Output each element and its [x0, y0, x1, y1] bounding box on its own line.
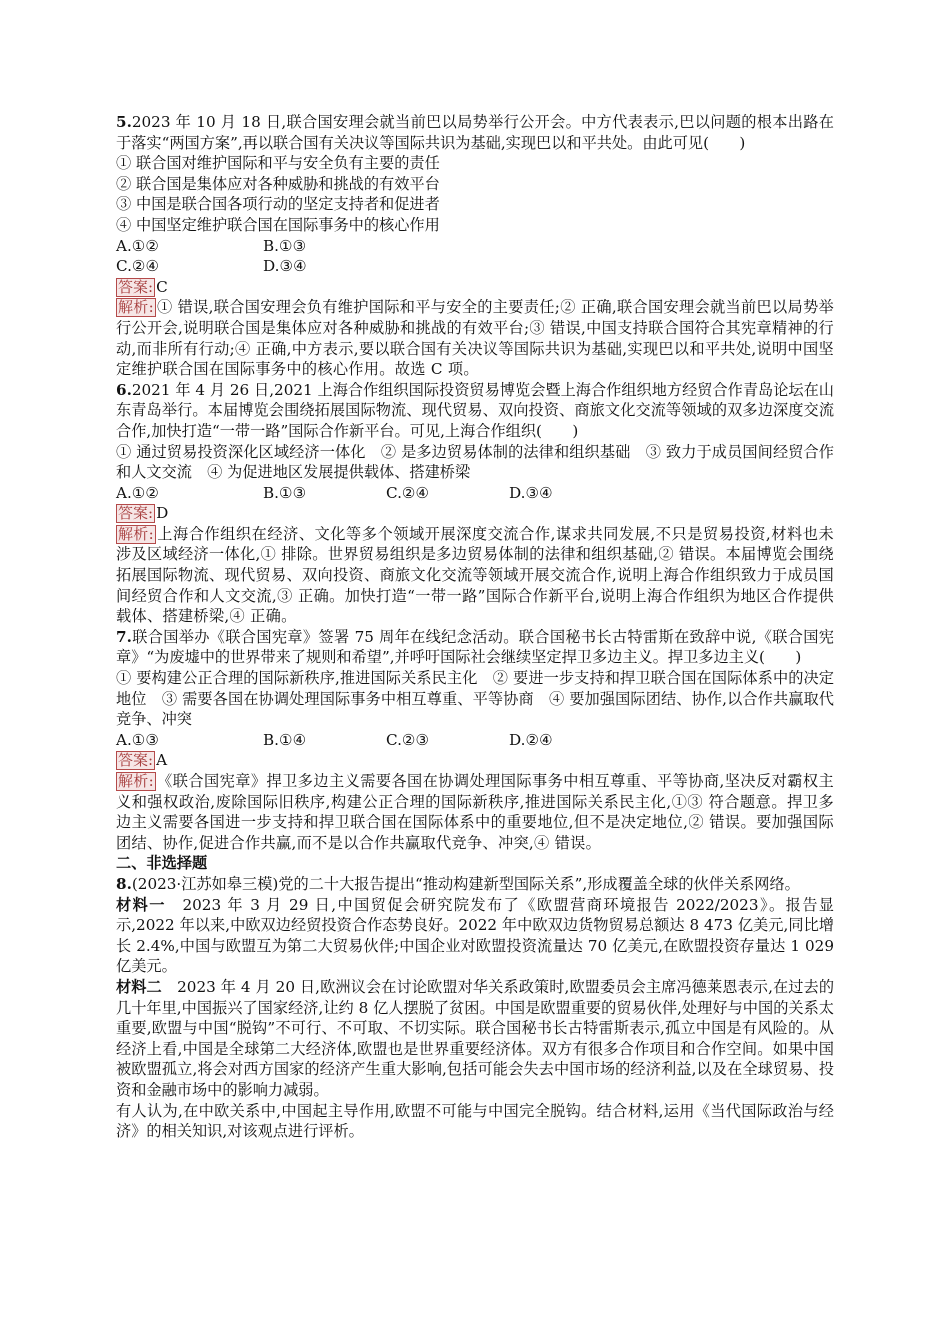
question-number: 5. — [116, 113, 132, 131]
explanation-tag: 解析: — [118, 298, 154, 317]
section-title: 二、非选择题 — [116, 854, 208, 873]
choice-d: D.③④ — [509, 483, 553, 502]
option-4: ④ 中国坚定维护联合国在国际事务中的核心作用 — [116, 215, 440, 234]
answer-line — [116, 503, 834, 524]
choice-c: C.②④ — [116, 257, 160, 276]
answer-line — [116, 750, 834, 771]
option-2: ② 联合国是集体应对各种威胁和挑战的有效平台 — [116, 174, 440, 193]
question-number: 7. — [116, 627, 132, 646]
material-1: 材料一 2023 年 3 月 29 日,中国贸促会研究院发布了《欧盟营商环境报告 2022/2023》。报告显示,2022 年以来,中欧双边经贸投资合作态势良好。2022 年中欧双边货物贸易总额达 8 473 亿美元,同比增长 2.4%,中国与欧盟互为第二大贸易伙伴;中国企业对欧盟投资流量达 70 亿美元,在欧盟投资存量达 1 029 亿美元。 — [116, 895, 834, 976]
option-3: ③ 中国是联合国各项行动的坚定支持者和促进者 — [116, 195, 440, 214]
choice-d: D.③④ — [263, 257, 307, 276]
choice-a: A.①② — [116, 483, 160, 502]
question-6-stem: 6.2021 年 4 月 26 日,2021 上海合作组织国际投资贸易博览会暨上海合作组织地方经贸合作青岛论坛在山东青岛举行。本届博览会围绕拓展国际物流、现代贸易、双向投资、商旅文化交流等领域的双多边深度交流合作,加快打造“一带一路”国际合作新平台。可见,上海合作组织( ) — [116, 380, 834, 440]
question-5-stem: 5.2023 年 10 月 18 日,联合国安理会就当前巴以局势举行公开会。中方代表表示,巴以问题的根本出路在于落实“两国方案”,再以联合国有关决议等国际共识为基础,实现巴以和平共处。由此可见( ) — [116, 113, 834, 152]
choice-row — [116, 730, 834, 751]
choice-a: A.①③ — [116, 730, 160, 749]
material-1-label: 材料一 — [116, 895, 166, 914]
page — [116, 112, 834, 1142]
material-2: 材料二 2023 年 4 月 20 日,欧洲议会在讨论欧盟对华关系政策时,欧盟委员会主席冯德莱恩表示,在过去的几十年里,中国振兴了国家经济,让约 8 亿人摆脱了贫困。中国是欧盟重要的贸易伙伴,处理好与中国的关系太重要,欧盟与中国“脱钩”不可行、不可取、不切实际。联合国秘书长古特雷斯表示,孤立中国是有风险的。从经济上看,中国是全球第二大经济体,欧盟也是世界重要经济体。双方有很多合作项目和合作空间。如果中国被欧盟孤立,将会对西方国家的经济产生重大影响,包括可能会失去中国市场的经济利益,以及在全球贸易、投资和金融市场中的影响力减弱。 — [116, 977, 835, 1099]
answer-value: C — [156, 277, 168, 296]
answer-tag: 答案: — [118, 504, 154, 523]
choice-row — [116, 236, 834, 257]
choice-row — [116, 256, 834, 277]
question-8-prompt: 有人认为,在中欧关系中,中国起主导作用,欧盟不可能与中国完全脱钩。结合材料,运用《当代国际政治与经济》的相关知识,对该观点进行评析。 — [116, 1101, 834, 1141]
question-number: 6. — [116, 380, 132, 399]
question-7-stem: 7.联合国举办《联合国宪章》签署 75 周年在线纪念活动。联合国秘书长古特雷斯在致辞中说,《联合国宪章》“为废墟中的世界带来了规则和希望”,并呼吁国际社会继续坚定捍卫多边主义。捍卫多边主义( ) — [116, 627, 834, 667]
answer-tag: 答案: — [118, 277, 154, 296]
explanation-tag: 解析: — [118, 524, 154, 543]
options-line: ① 要构建公正合理的国际新秩序,推进国际关系民主化 ② 要进一步支持和捍卫联合国在国际体系中的决定地位 ③ 需要各国在协调处理国际事务中相互尊重、平等协商 ④ 要加强国际团结、协作,以合作共赢取代竞争、冲突 — [116, 669, 834, 729]
question-number: 8. — [116, 874, 132, 893]
answer-tag: 答案: — [118, 751, 154, 770]
material-2-label: 材料二 — [116, 977, 162, 996]
options-line: ① 通过贸易投资深化区域经济一体化 ② 是多边贸易体制的法律和组织基础 ③ 致力于成员国间经贸合作和人文交流 ④ 为促进地区发展提供载体、搭建桥梁 — [116, 442, 834, 482]
explanation: 解析: ① 错误,联合国安理会负有维护国际和平与安全的主要责任;② 正确,联合国安理会就当前巴以局势举行公开会,说明联合国是集体应对各种威胁和挑战的有效平台;③ 错误,中国支持联合国符合其宪章精神的行动,而非所有行动;④ 正确,中方表示,要以联合国有关决议等国际共识为基础,实现巴以和平共处,说明中国坚定维护联合国在国际事务中的核心作用。故选 C 项。 — [116, 298, 834, 379]
option-1: ① 联合国对维护国际和平与安全负有主要的责任 — [116, 154, 440, 173]
explanation-tag: 解析: — [118, 772, 154, 790]
choice-b: B.①③ — [263, 483, 307, 502]
choice-c: C.②③ — [386, 730, 430, 749]
answer-value: D — [156, 504, 169, 523]
choice-b: B.①③ — [263, 236, 307, 255]
choice-d: D.②④ — [509, 730, 553, 749]
choice-b: B.①④ — [263, 730, 307, 749]
explanation: 解析: 上海合作组织在经济、文化等多个领域开展深度交流合作,谋求共同发展,不只是贸易投资,材料也未涉及区域经济一体化,① 排除。世界贸易组织是多边贸易体制的法律和组织基础,② 错误。本届博览会围绕拓展国际物流、现代贸易、双向投资、商旅文化交流等领域开展交流合作,说明上海合作组织致力于成员国间经贸合作和人文交流,③ 正确。加快打造“一带一路”国际合作新平台,说明上海合作组织为地区合作提供载体、搭建桥梁,④ 正确。 — [116, 524, 834, 626]
choice-row — [116, 483, 834, 504]
question-8-stem: 8.(2023·江苏如皋三模)党的二十大报告提出“推动构建新型国际关系”,形成覆盖全球的伙伴关系网络。 — [116, 874, 800, 893]
answer-line — [116, 277, 834, 298]
explanation: 解析: 《联合国宪章》捍卫多边主义需要各国在协调处理国际事务中相互尊重、平等协商,坚决反对霸权主义和强权政治,废除国际旧秩序,构建公正合理的国际新秩序,推进国际关系民主化,①③ 符合题意。捍卫多边主义需要各国进一步支持和捍卫联合国在国际体系中的重要地位,但不是决定地位,② 错误。要加强国际团结、协作,促进合作共赢,而不是以合作共赢取代竞争、冲突,④ 错误。 — [116, 772, 834, 852]
choice-a: A.①② — [116, 236, 160, 255]
choice-c: C.②④ — [386, 483, 430, 502]
answer-value: A — [156, 751, 168, 770]
